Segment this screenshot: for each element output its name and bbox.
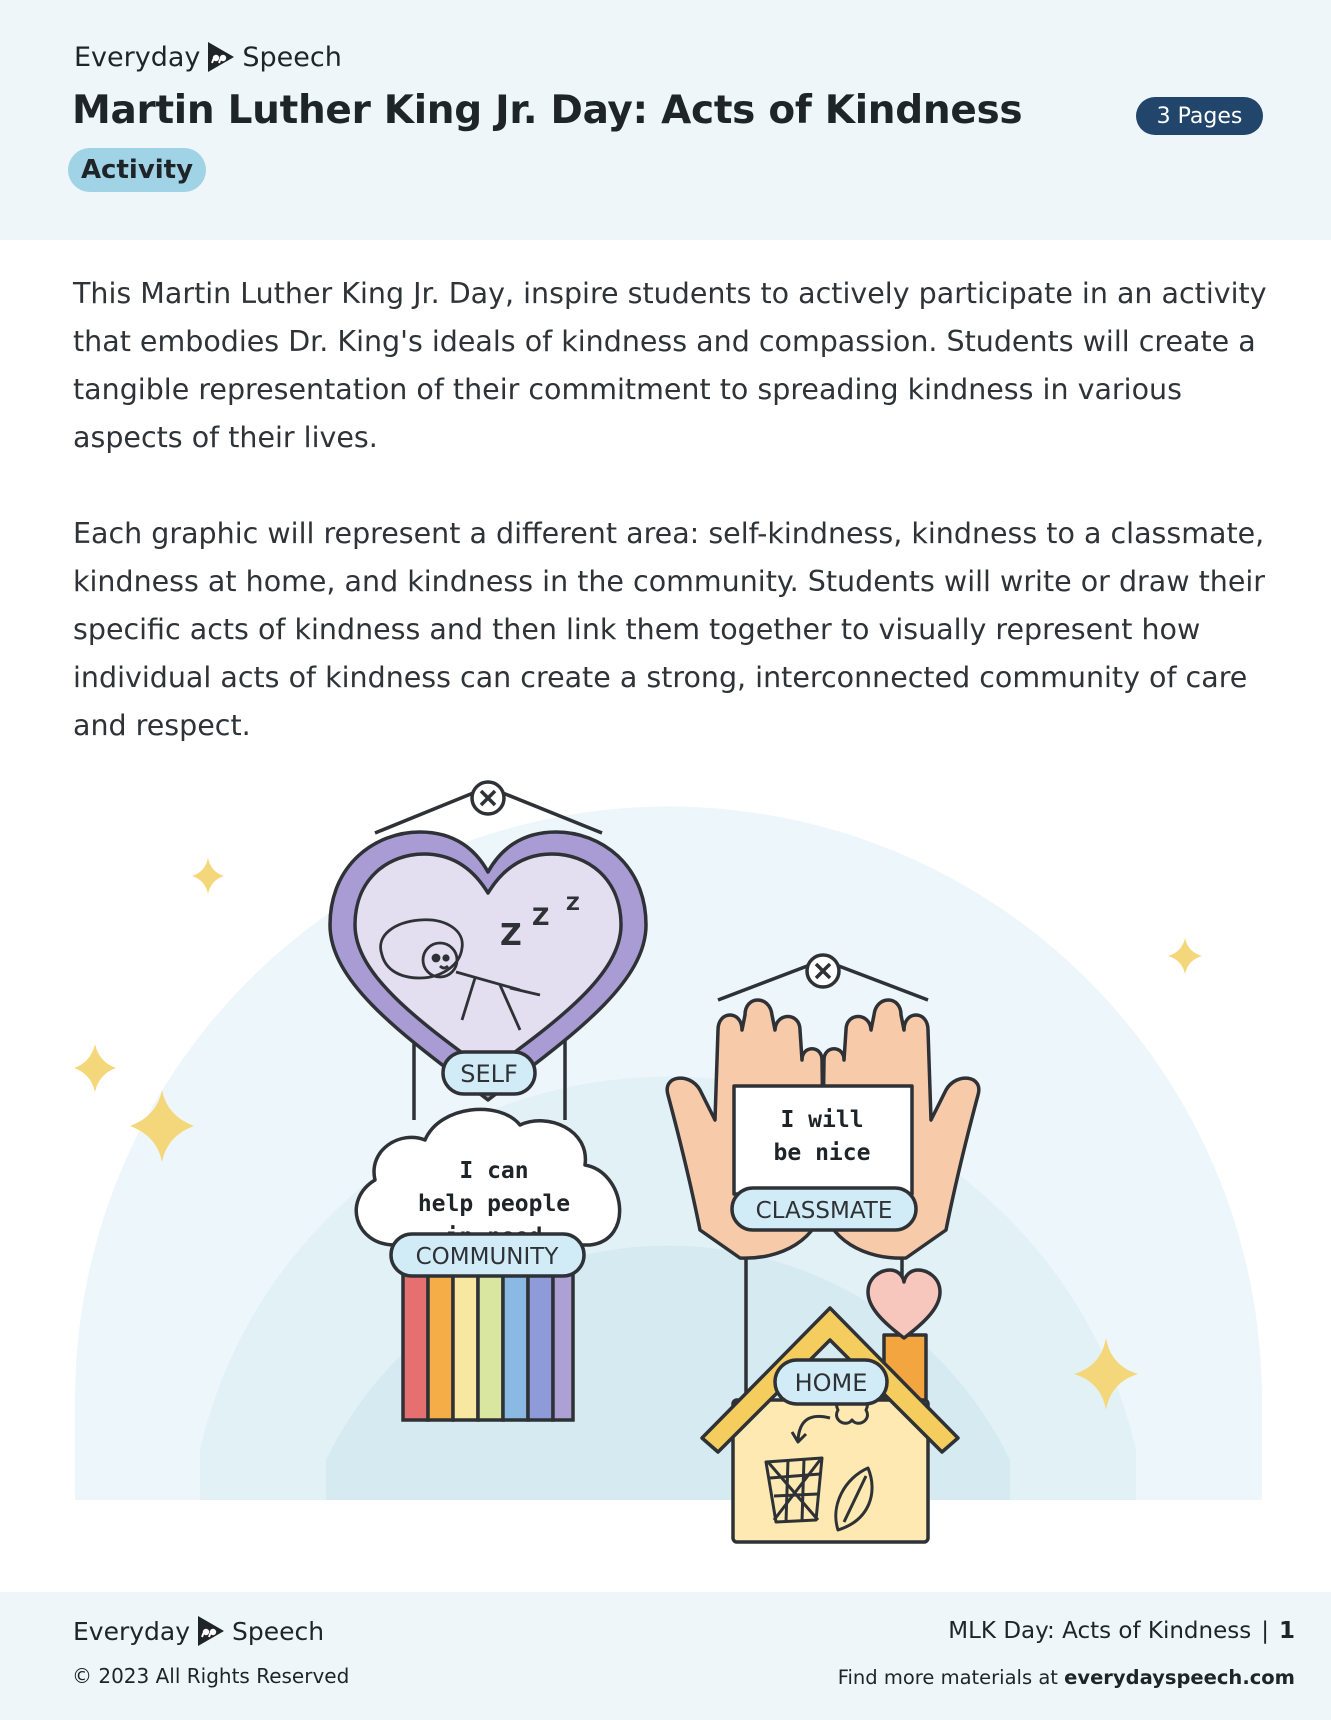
home-label-pill xyxy=(775,1360,887,1404)
sparkle-icon xyxy=(1168,938,1202,974)
separator: | xyxy=(1261,1618,1269,1644)
sleep-z-2: Z xyxy=(532,903,550,931)
footer-brand-logo[interactable] xyxy=(73,1614,324,1648)
sparkle-icon xyxy=(192,858,224,894)
page-title: Martin Luther King Jr. Day: Acts of Kindness xyxy=(72,88,1023,133)
classmate-label-pill xyxy=(732,1188,916,1230)
self-label: SELF xyxy=(460,1060,518,1088)
find-more-line xyxy=(838,1666,1295,1689)
document-label xyxy=(948,1618,1295,1644)
document-title: MLK Day: Acts of Kindness xyxy=(948,1618,1252,1644)
background-arcs xyxy=(75,807,1262,1501)
description-paragraph: Each graphic will represent a different area: self-kindness, kindness to a classmate, kindness at home, and kindness in the community. Students will write or draw their specific acts of kindness and then link them together to visually represent how individual acts of kindness can create a strong, interconnected community of care and respect. xyxy=(73,517,1265,742)
footer xyxy=(0,1592,1331,1720)
copyright-text: © 2023 All Rights Reserved xyxy=(72,1664,350,1688)
intro-paragraph: This Martin Luther King Jr. Day, inspire students to actively participate in an activity that embodies Dr. King's ideals of kindness and compassion. Students will create a tangible representation of their commitment to spreading kindness in various aspects of their lives. xyxy=(73,277,1267,454)
page-number: 1 xyxy=(1278,1618,1295,1644)
find-more-prefix: Find more materials at xyxy=(837,1666,1058,1689)
community-label-pill xyxy=(391,1234,584,1276)
website-link[interactable]: everydayspeech.com xyxy=(1064,1666,1295,1689)
sleep-z-3: Z xyxy=(566,893,580,915)
sleep-z-1: Z xyxy=(500,918,522,953)
header xyxy=(0,0,1331,240)
brand-logo[interactable] xyxy=(74,40,342,74)
community-label: COMMUNITY xyxy=(415,1244,559,1270)
sparkle-icon xyxy=(74,1044,116,1092)
footer-brand-word-left: Everyday xyxy=(73,1616,191,1646)
classmate-label: CLASSMATE xyxy=(755,1198,893,1224)
footer-brand-word-right: Speech xyxy=(232,1616,325,1646)
brand-word-right: Speech xyxy=(242,41,342,73)
kindness-illustration xyxy=(0,760,1331,1560)
self-label-pill xyxy=(443,1052,535,1094)
play-quote-icon xyxy=(206,40,236,74)
home-label: HOME xyxy=(794,1369,868,1397)
card-line-2: be nice xyxy=(773,1140,871,1166)
cloud-line-2: help people xyxy=(417,1191,571,1217)
cloud-line-1: I can xyxy=(459,1158,529,1184)
brand-word-left: Everyday xyxy=(74,41,201,73)
pages-badge: 3 Pages xyxy=(1136,97,1263,135)
card-line-1: I will xyxy=(780,1107,864,1133)
community-rainbow xyxy=(403,1270,573,1420)
activity-type-badge: Activity xyxy=(68,148,206,192)
play-quote-icon xyxy=(196,1614,226,1648)
